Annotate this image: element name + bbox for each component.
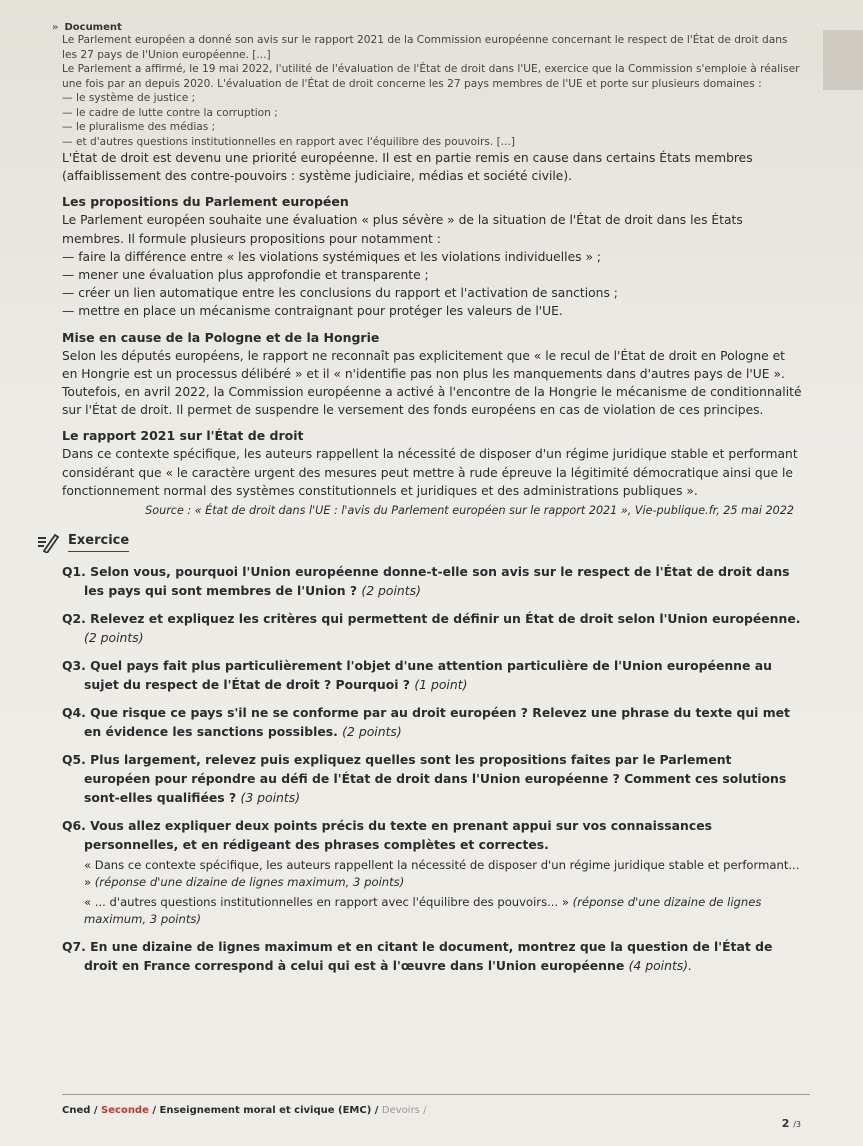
question-1: Q1. Selon vous, pourquoi l'Union européenne donne-t-elle son avis sur le respect de l'État de droit dans les pays qui sont membres de l'Union ? (2 points) — [62, 564, 790, 599]
list-item: — mettre en place un mécanisme contraignant pour protéger les valeurs de l'UE. — [62, 302, 802, 320]
list-item: — et d'autres questions institutionnelles en rapport avec l'équilibre des pouvoirs. [...] — [62, 135, 515, 148]
question-5: Q5. Plus largement, relevez puis expliquez quelles sont les propositions faites par le Parlement européen pour répondre au défi de l'État de droit dans l'Union européenne ? Comment ces solutions sont-elles qualifiées ? (3 points) — [62, 752, 787, 806]
intro-paragraph-3: L'État de droit est devenu une priorité européenne. Il est en partie remis en cause dans certains États membres (affaiblissement des contre-pouvoirs : système judiciaire, médias et société civile). — [62, 151, 753, 184]
list-item: — faire la différence entre « les violations systémiques et les violations individuelles » ; — [62, 248, 802, 266]
source-citation: Source : « État de droit dans l'UE : l'avis du Parlement européen sur le rapport 2021 », Vie-publique.fr, 25 mai 2022 — [145, 504, 794, 518]
section-text: Le Parlement européen souhaite une évaluation « plus sévère » de la situation de l'État de droit dans les États membres. Il formule plusieurs propositions pour notamment : — [62, 213, 743, 246]
document-content — [52, 22, 802, 975]
list-item: — créer un lien automatique entre les conclusions du rapport et l'activation de sanctions ; — [62, 284, 802, 302]
page-footer: Cned / Seconde / Enseignement moral et civique (EMC) / Devoirs / — [62, 1094, 810, 1116]
question-6: Q6. Vous allez expliquer deux points précis du texte en prenant appui sur vos connaissances personnelles, et en rédigeant des phrases complètes et correctes. — [62, 818, 712, 853]
question-6-quote-a: « Dans ce contexte spécifique, les auteurs rappellent la nécessité de disposer d'un régime juridique stable et performant... » (réponse d'une dizaine de lignes maximum, 3 points) — [84, 858, 800, 890]
question-4: Q4. Que risque ce pays s'il ne se conforme par au droit européen ? Relevez une phrase du texte qui met en évidence les sanctions possibles. (2 points) — [62, 705, 790, 740]
section-text: Dans ce contexte spécifique, les auteurs rappellent la nécessité de disposer d'un régime juridique stable et performant considérant que « le caractère urgent des mesures peut mettre à rude épreuve la légitimité démocratique ainsi que le fonctionnement normal des systèmes constitutionnels et juridiques et des administrations publiques ». — [62, 447, 798, 498]
document-header: » Document — [52, 22, 122, 33]
section-title: Le rapport 2021 sur l'État de droit — [62, 428, 304, 444]
section-title: Mise en cause de la Pologne et de la Hongrie — [62, 329, 380, 345]
exercise-header — [36, 531, 802, 553]
proposals-list — [62, 248, 802, 321]
intro-paragraph-1: Le Parlement européen a donné son avis sur le rapport 2021 de la Commission européenne concernant le respect de l'État de droit dans les 27 pays de l'Union européenne. [...] — [62, 34, 788, 61]
list-item: — le pluralisme des médias ; — [62, 121, 216, 133]
domains-list — [62, 91, 802, 149]
question-7: Q7. En une dizaine de lignes maximum et en citant le document, montrez que la question de l'État de droit en France correspond à celui qui est à l'œuvre dans l'Union européenne (4 points). — [62, 939, 773, 974]
chevron-right-icon: » — [52, 22, 59, 33]
list-item: — le système de justice ; — [62, 92, 196, 104]
page-number: 2 /3 — [781, 1117, 801, 1130]
question-2: Q2. Relevez et expliquez les critères qui permettent de définir un État de droit selon l'Union européenne. (2 points) — [62, 611, 801, 646]
list-item: — mener une évaluation plus approfondie et transparente ; — [62, 266, 802, 284]
section-title: Les propositions du Parlement européen — [62, 194, 349, 210]
question-3: Q3. Quel pays fait plus particulièrement l'objet d'une attention particulière de l'Union européenne au sujet du respect de l'État de droit ? Pourquoi ? (1 point) — [62, 658, 772, 693]
question-6-quote-b: « ... d'autres questions institutionnelles en rapport avec l'équilibre des pouvoirs... » (réponse d'une dizaine de lignes maximum, 3 points) — [84, 895, 762, 927]
section-text: Selon les députés européens, le rapport ne reconnaît pas explicitement que « le recul de l'État de droit en Pologne et en Hongrie est un processus délibéré » et il « n'identifie pas non plus les manquements dans d'autres pays de l'UE ». Toutefois, en avril 2022, la Commission européenne a activé à l'encontre de la Hongrie le mécanisme de conditionnalité sur l'État de droit. Il permet de suspendre le versement des fonds européens en cas de violation de ces principes. — [62, 348, 802, 418]
intro-paragraph-2: Le Parlement a affirmé, le 19 mai 2022, l'utilité de l'évaluation de l'État de droit dans l'UE, exercice que la Commission s'emploie à réaliser une fois par an depuis 2020. L'évaluation de l'État de droit concerne les 27 pays membres de l'UE et porte sur plusieurs domaines : — [62, 63, 800, 90]
pencil-notepad-icon — [36, 531, 60, 553]
exercise-title: Exercice — [68, 533, 129, 552]
page-corner — [823, 30, 863, 90]
list-item: — le cadre de lutte contre la corruption ; — [62, 106, 278, 119]
